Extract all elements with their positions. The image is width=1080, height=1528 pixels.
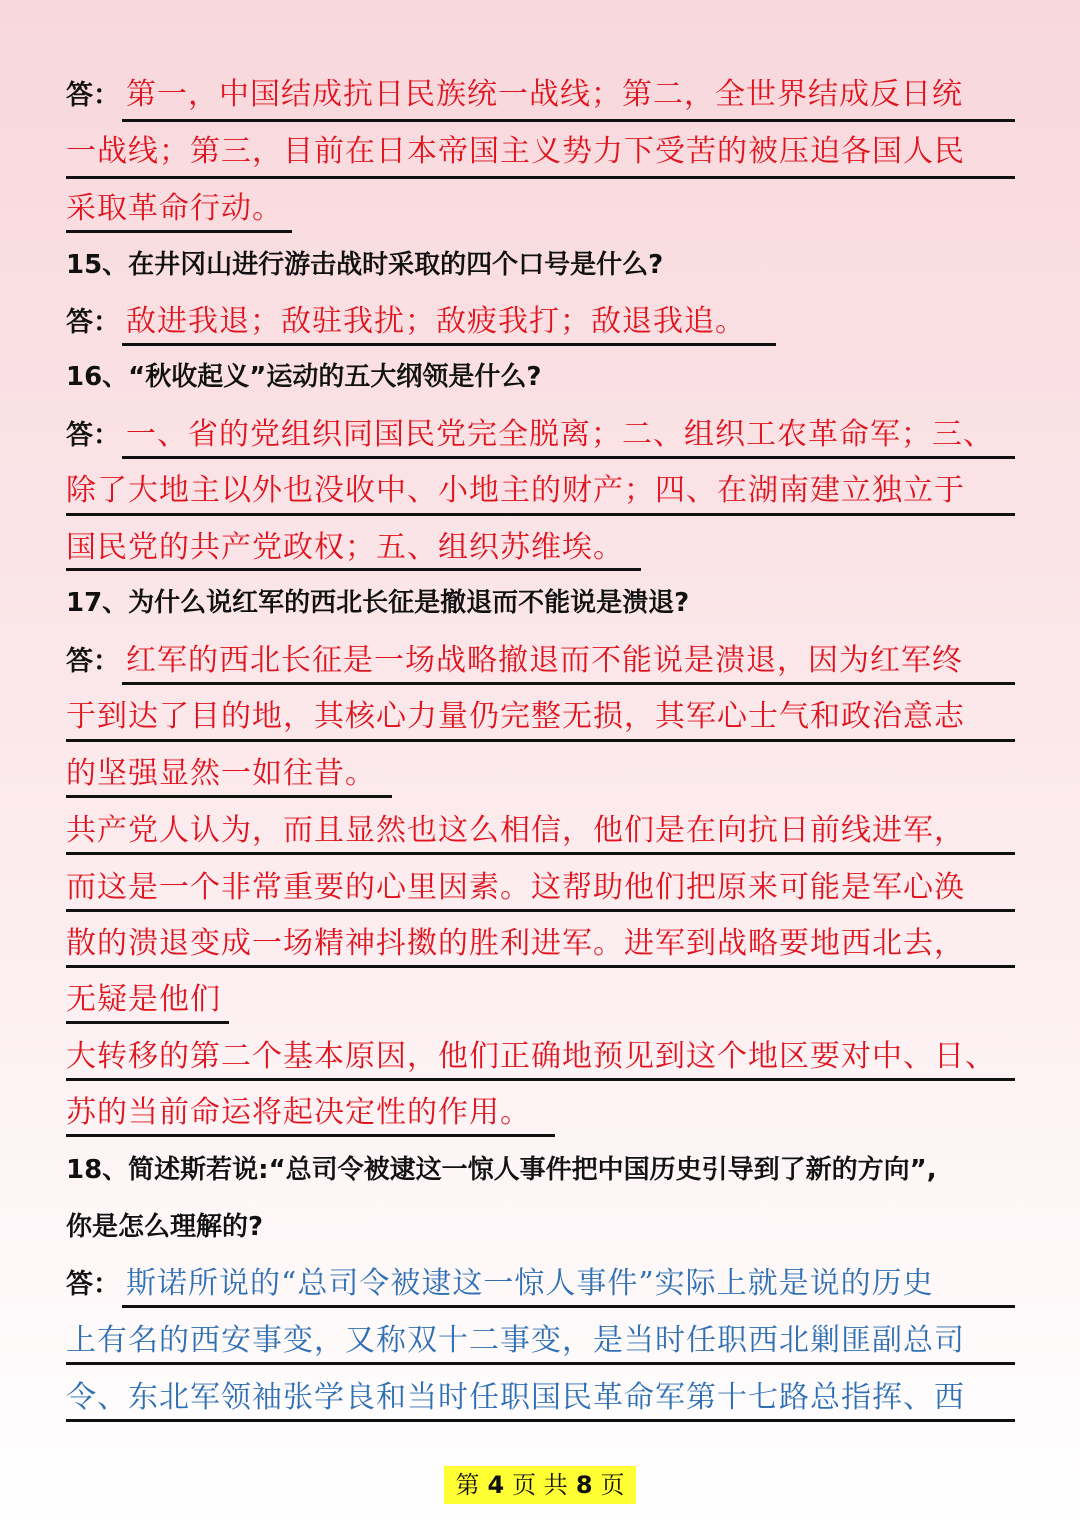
page-prefix: 第 bbox=[455, 1471, 480, 1499]
answer-text: 的坚强显然一如往昔。 bbox=[66, 756, 376, 791]
answer-text: 共产党人认为，而且显然也这么相信，他们是在向抗日前线进军， bbox=[66, 813, 965, 848]
answer-text: 敌进我退；敌驻我扰；敌疲我打；敌退我追。 bbox=[126, 304, 746, 339]
underline bbox=[66, 739, 1015, 742]
page-indicator bbox=[444, 1466, 636, 1504]
underline bbox=[66, 909, 1015, 912]
question-17: 17、为什么说红军的西北长征是撤退而不能说是溃退? bbox=[66, 588, 690, 618]
question-15: 15、在井冈山进行游击战时采取的四个口号是什么? bbox=[66, 250, 664, 280]
underline bbox=[122, 682, 1015, 685]
answer-label: 答： bbox=[66, 646, 120, 677]
underline bbox=[122, 119, 1015, 122]
underline bbox=[122, 1305, 1015, 1308]
answer-text: 上有名的西安事变，又称双十二事变，是当时任职西北剿匪副总司 bbox=[66, 1323, 965, 1358]
underline bbox=[66, 1419, 1015, 1422]
answer-text: 无疑是他们 bbox=[66, 982, 221, 1017]
answer-text: 采取革命行动。 bbox=[66, 191, 283, 226]
answer-text: 于到达了目的地，其核心力量仍完整无损，其军心士气和政治意志 bbox=[66, 699, 965, 734]
answer-text: 第一，中国结成抗日民族统一战线；第二，全世界结成反日统 bbox=[126, 77, 963, 112]
answer-text: 一战线；第三，目前在日本帝国主义势力下受苦的被压迫各国人民 bbox=[66, 134, 965, 169]
underline bbox=[66, 795, 392, 798]
answer-text: 红军的西北长征是一场战略撤退而不能说是溃退，因为红军终 bbox=[126, 643, 963, 678]
answer-text: 令、东北军领袖张学良和当时任职国民革命军第十七路总指挥、西 bbox=[66, 1380, 965, 1415]
underline bbox=[66, 568, 641, 571]
underline bbox=[122, 456, 1015, 459]
answer-label: 答： bbox=[66, 80, 120, 111]
underline bbox=[66, 1021, 229, 1024]
underline bbox=[66, 513, 1015, 516]
answer-label: 答： bbox=[66, 307, 120, 338]
answer-text: 除了大地主以外也没收中、小地主的财产；四、在湖南建立独立于 bbox=[66, 473, 965, 508]
underline bbox=[66, 852, 1015, 855]
underline bbox=[66, 176, 1015, 179]
answer-label: 答： bbox=[66, 1269, 120, 1300]
underline bbox=[122, 343, 776, 346]
answer-text: 而这是一个非常重要的心里因素。这帮助他们把原来可能是军心涣 bbox=[66, 870, 965, 905]
page-total: 8 bbox=[575, 1471, 593, 1499]
answer-text: 一、省的党组织同国民党完全脱离；二、组织工农革命军；三、 bbox=[126, 417, 994, 452]
answer-text: 斯诺所说的“总司令被逮这一惊人事件”实际上就是说的历史 bbox=[126, 1266, 934, 1301]
underline bbox=[66, 1078, 1015, 1081]
answer-text: 苏的当前命运将起决定性的作用。 bbox=[66, 1095, 531, 1130]
answer-text: 大转移的第二个基本原因，他们正确地预见到这个地区要对中、日、 bbox=[66, 1039, 996, 1074]
question-18: 18、简述斯若说:“总司令被逮这一惊人事件把中国历史引导到了新的方向”, bbox=[66, 1155, 937, 1185]
answer-text: 国民党的共产党政权；五、组织苏维埃。 bbox=[66, 530, 624, 565]
page-suffix: 页 bbox=[600, 1471, 625, 1499]
answer-text: 散的溃退变成一场精神抖擞的胜利进军。进军到战略要地西北去， bbox=[66, 926, 965, 961]
q14-answer-line bbox=[66, 123, 965, 181]
answer-label: 答： bbox=[66, 420, 120, 451]
q16-answer-line bbox=[66, 462, 965, 520]
question-16: 16、“秋收起义”运动的五大纲领是什么? bbox=[66, 362, 542, 392]
q14-answer-line bbox=[66, 66, 963, 124]
page-current: 4 bbox=[487, 1471, 505, 1499]
underline bbox=[66, 230, 292, 233]
q17-answer-line bbox=[66, 688, 965, 746]
page-middle: 页 共 bbox=[512, 1471, 568, 1499]
underline bbox=[66, 1134, 555, 1137]
question-18-cont: 你是怎么理解的? bbox=[66, 1212, 264, 1242]
underline bbox=[66, 1362, 1015, 1365]
underline bbox=[66, 965, 1015, 968]
